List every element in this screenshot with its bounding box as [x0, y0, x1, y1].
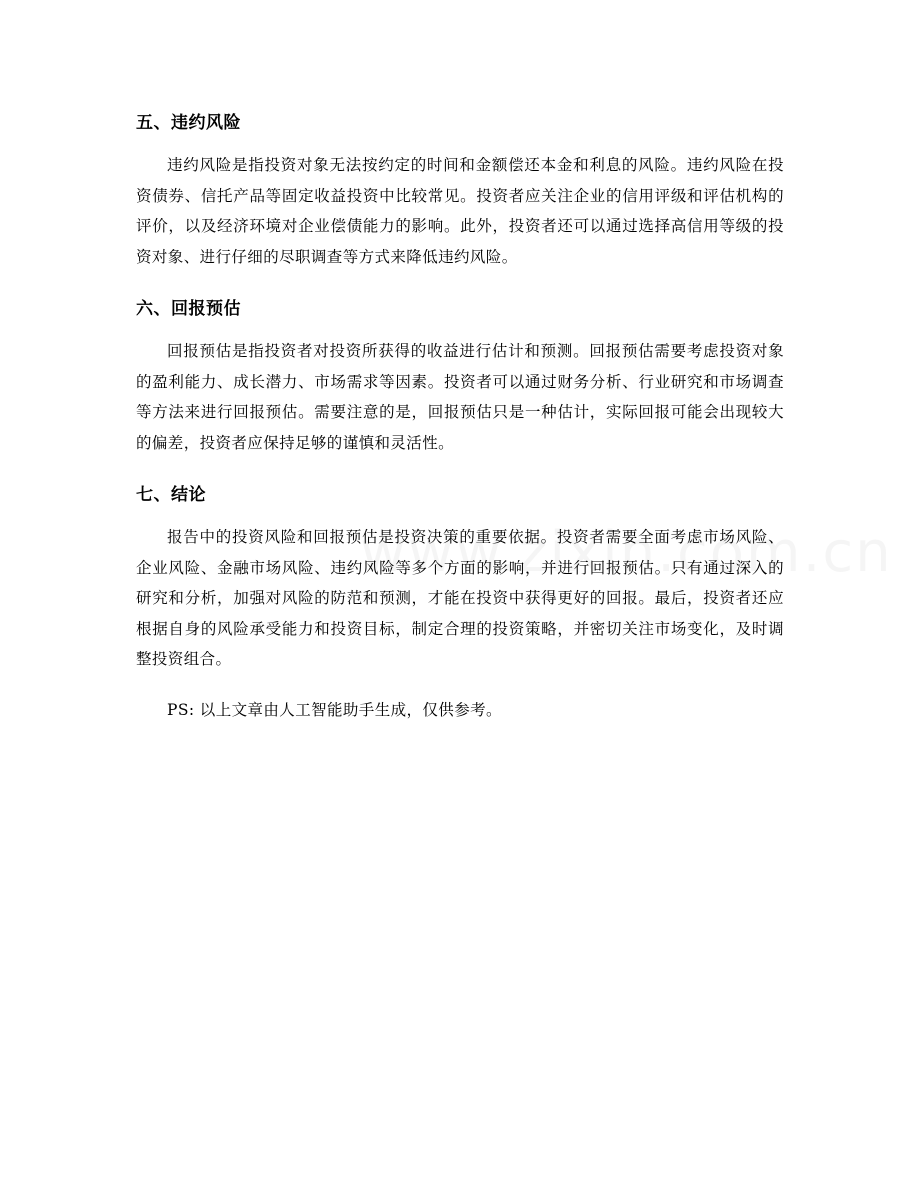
section-heading: 七、结论 — [136, 485, 206, 505]
document-body — [136, 106, 784, 745]
section-heading: 六、回报预估 — [136, 299, 241, 319]
section-heading: 五、违约风险 — [136, 113, 241, 133]
section-conclusion — [136, 478, 784, 675]
section-default-risk — [136, 106, 784, 272]
section-paragraph: 报告中的投资风险和回报预估是投资决策的重要依据。投资者需要全面考虑市场风险、企业风险、金融市场风险、违约风险等多个方面的影响，并进行回报预估。只有通过深入的研究和分析，加强对风险的防范和预测，才能在投资中获得更好的回报。最后，投资者还应根据自身的风险承受能力和投资目标，制定合理的投资策略，并密切关注市场变化，及时调整投资组合。 — [136, 528, 784, 668]
section-paragraph: 违约风险是指投资对象无法按约定的时间和金额偿还本金和利息的风险。违约风险在投资债券、信托产品等固定收益投资中比较常见。投资者应关注企业的信用评级和评估机构的评价，以及经济环境对企业偿债能力的影响。此外，投资者还可以通过选择高信用等级的投资对象、进行仔细的尽职调查等方式来降低违约风险。 — [136, 156, 784, 266]
ps-note: PS: 以上文章由人工智能助手生成，仅供参考。 — [167, 700, 502, 719]
section-return-estimate — [136, 292, 784, 458]
section-paragraph: 回报预估是指投资者对投资所获得的收益进行估计和预测。回报预估需要考虑投资对象的盈利能力、成长潜力、市场需求等因素。投资者可以通过财务分析、行业研究和市场调查等方法来进行回报预估。需要注意的是，回报预估只是一种估计，实际回报可能会出现较大的偏差，投资者应保持足够的谨慎和灵活性。 — [136, 342, 784, 452]
